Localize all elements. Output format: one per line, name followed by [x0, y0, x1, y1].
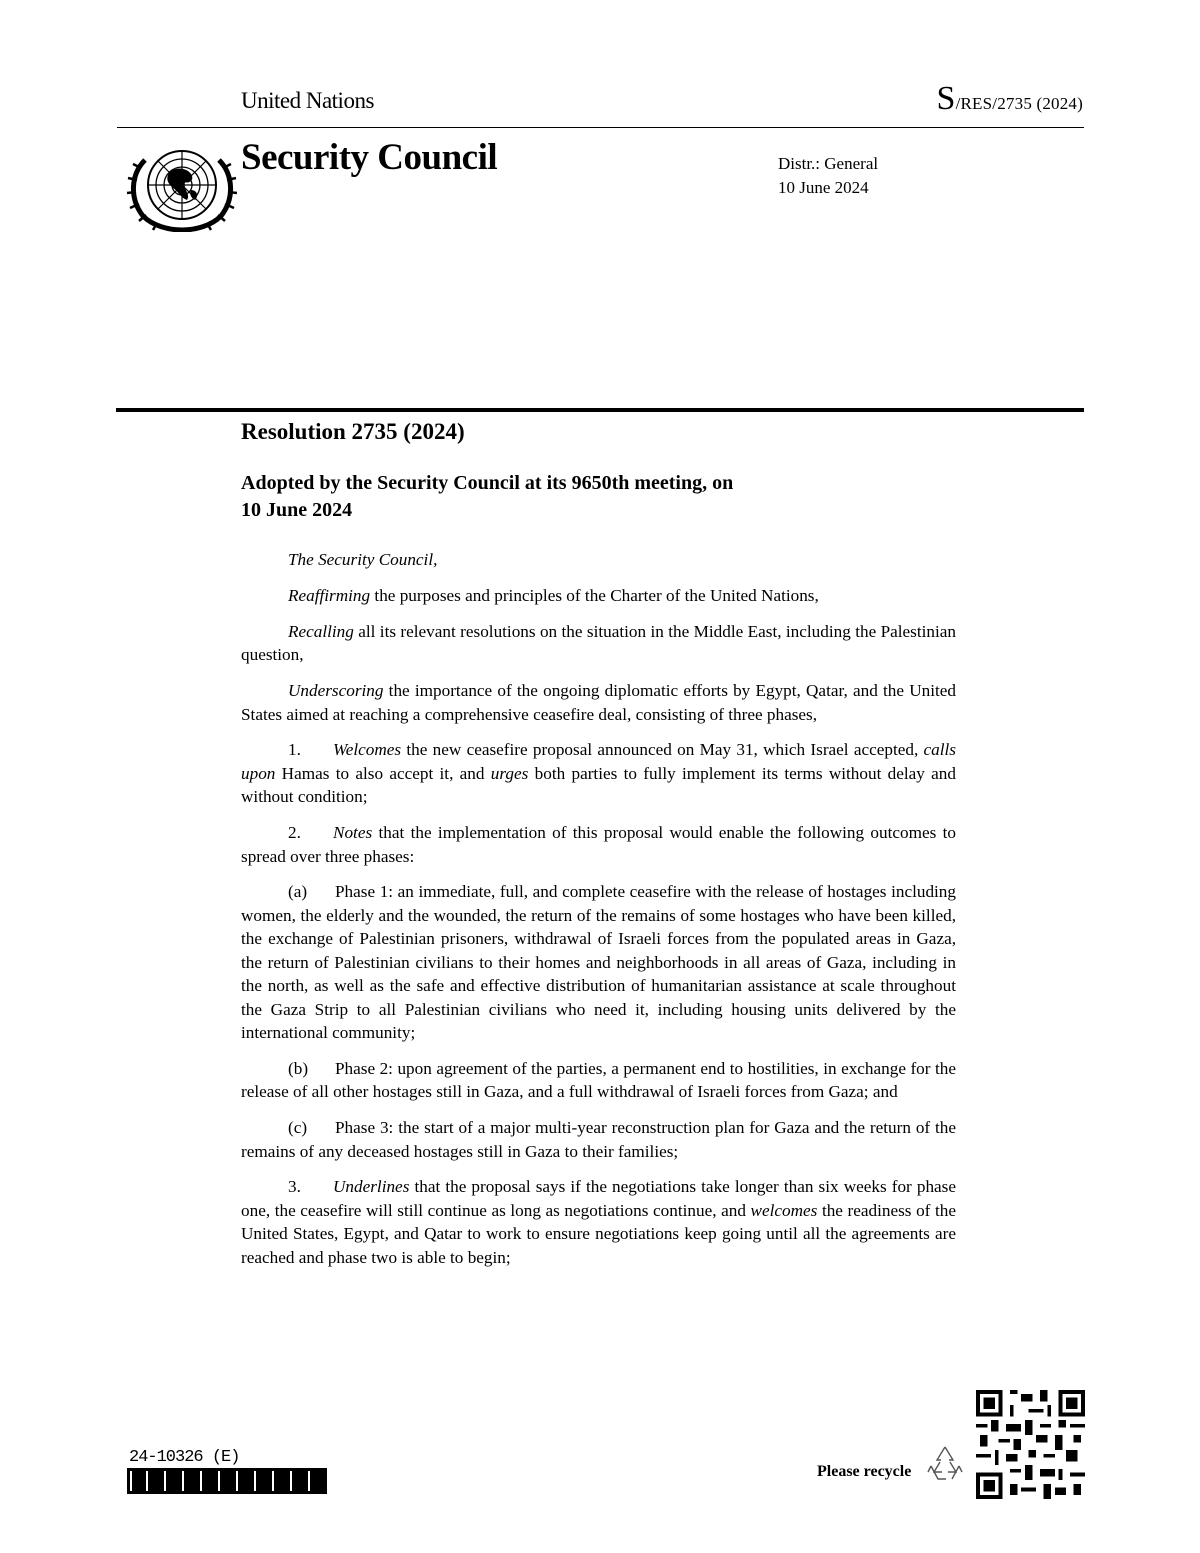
operative-text: that the implementation of this proposal would enable the following outcomes to spread over three phases: — [241, 823, 956, 866]
subparagraph-a — [241, 880, 956, 1044]
operative-text: Hamas to also accept it, and — [275, 763, 491, 783]
operative-emphasis: calls upon — [241, 740, 956, 783]
document-symbol — [936, 80, 1083, 118]
operative-lead: Underlines — [333, 1177, 410, 1197]
operative-text: that the proposal says if the negotiations take longer than six weeks for phase one, the ceasefire will still continue as long as negotiations continue, and — [241, 1177, 956, 1220]
resolution-title: Resolution 2735 (2024) — [241, 419, 465, 444]
preamble-lead: Reaffirming — [288, 585, 371, 605]
recycle-label: Please recycle — [817, 1463, 912, 1480]
subparagraph-label: (b) — [288, 1058, 309, 1078]
operative-paragraph-1 — [241, 738, 956, 808]
operative-text: the readiness of the United States, Egypt, and Qatar to work to ensure negotiations keep going until all the agreements are reached and phase two is able to begin; — [241, 1200, 956, 1267]
paragraph-number: 3. — [288, 1177, 301, 1197]
operative-lead: Welcomes — [333, 740, 402, 760]
intro-text: The Security Council, — [288, 550, 438, 569]
preamble-lead: Recalling — [288, 621, 354, 641]
subparagraph-text: Phase 1: an immediate, full, and complete ceasefire with the release of hostages including women, the elderly and the wounded, the return of the remains of some hostages who have been killed, the exchange of Palestinian prisoners, withdrawal of Israeli forces from the populated areas in Gaza, the return of Palestinian civilians to their homes and neighborhoods in all areas of Gaza, including in the north, as well as the safe and effective distribution of humanitarian assistance at scale throughout the Gaza Strip to all Palestinian civilians who need it, including housing units delivered by the international community; — [241, 882, 956, 1042]
resolution-body — [241, 548, 956, 1282]
adoption-statement — [241, 470, 881, 524]
subparagraph-text: Phase 2: upon agreement of the parties, a permanent end to hostilities, in exchange for the release of all other hostages still in Gaza, and a full withdrawal of Israeli forces from Gaza; and — [241, 1058, 956, 1102]
subparagraph-b — [241, 1057, 956, 1104]
title-rule — [116, 408, 1084, 412]
preamble-paragraph — [241, 620, 956, 667]
operative-paragraph-3 — [241, 1175, 956, 1269]
preamble-text: the purposes and principles of the Charter of the United Nations, — [370, 585, 819, 605]
organization-name: United Nations — [241, 88, 374, 113]
subparagraph-label: (c) — [288, 1118, 308, 1138]
symbol-rest: /RES/2735 (2024) — [955, 94, 1083, 113]
subparagraph-label: (a) — [288, 882, 308, 902]
operative-text: both parties to fully implement its terms without delay and without condition; — [241, 763, 956, 807]
operative-paragraph-2 — [241, 821, 956, 868]
header-rule — [117, 127, 1084, 128]
symbol-prefix: S — [936, 80, 956, 117]
barcode-icon — [127, 1468, 327, 1494]
preamble-text: the importance of the ongoing diplomatic efforts by Egypt, Qatar, and the United States aimed at reaching a comprehensive ceasefire deal, consisting of three phases, — [241, 681, 956, 724]
operative-emphasis: urges — [490, 763, 529, 783]
adoption-line-1: Adopted by the Security Council at its 9650th meeting, on — [241, 472, 734, 494]
preamble-text: all its relevant resolutions on the situation in the Middle East, including the Palestinian question, — [241, 621, 956, 665]
un-emblem-icon — [125, 138, 239, 232]
document-number: 24-10326 (E) — [129, 1448, 240, 1467]
paragraph-number: 2. — [288, 823, 301, 843]
preamble-paragraph — [241, 584, 956, 607]
preamble-lead: Underscoring — [288, 681, 384, 701]
recycle-icon — [926, 1444, 964, 1484]
distribution-block — [778, 152, 878, 200]
adoption-line-2: 10 June 2024 — [241, 499, 353, 521]
qr-code-icon — [976, 1390, 1085, 1499]
operative-lead: Notes — [333, 823, 373, 843]
distribution-label: Distr.: General — [778, 154, 879, 173]
issue-date: 10 June 2024 — [778, 178, 869, 197]
operative-text: the new ceasefire proposal announced on May 31, which Israel accepted, — [401, 740, 924, 760]
paragraph-number: 1. — [288, 740, 301, 760]
operative-emphasis: welcomes — [750, 1200, 818, 1220]
preamble-paragraph — [241, 679, 956, 726]
organ-title: Security Council — [241, 137, 498, 178]
subparagraph-c — [241, 1116, 956, 1163]
subparagraph-text: Phase 3: the start of a major multi-year reconstruction plan for Gaza and the return of the remains of any deceased hostages still in Gaza to their families; — [241, 1118, 956, 1161]
preamble-intro — [241, 548, 956, 571]
